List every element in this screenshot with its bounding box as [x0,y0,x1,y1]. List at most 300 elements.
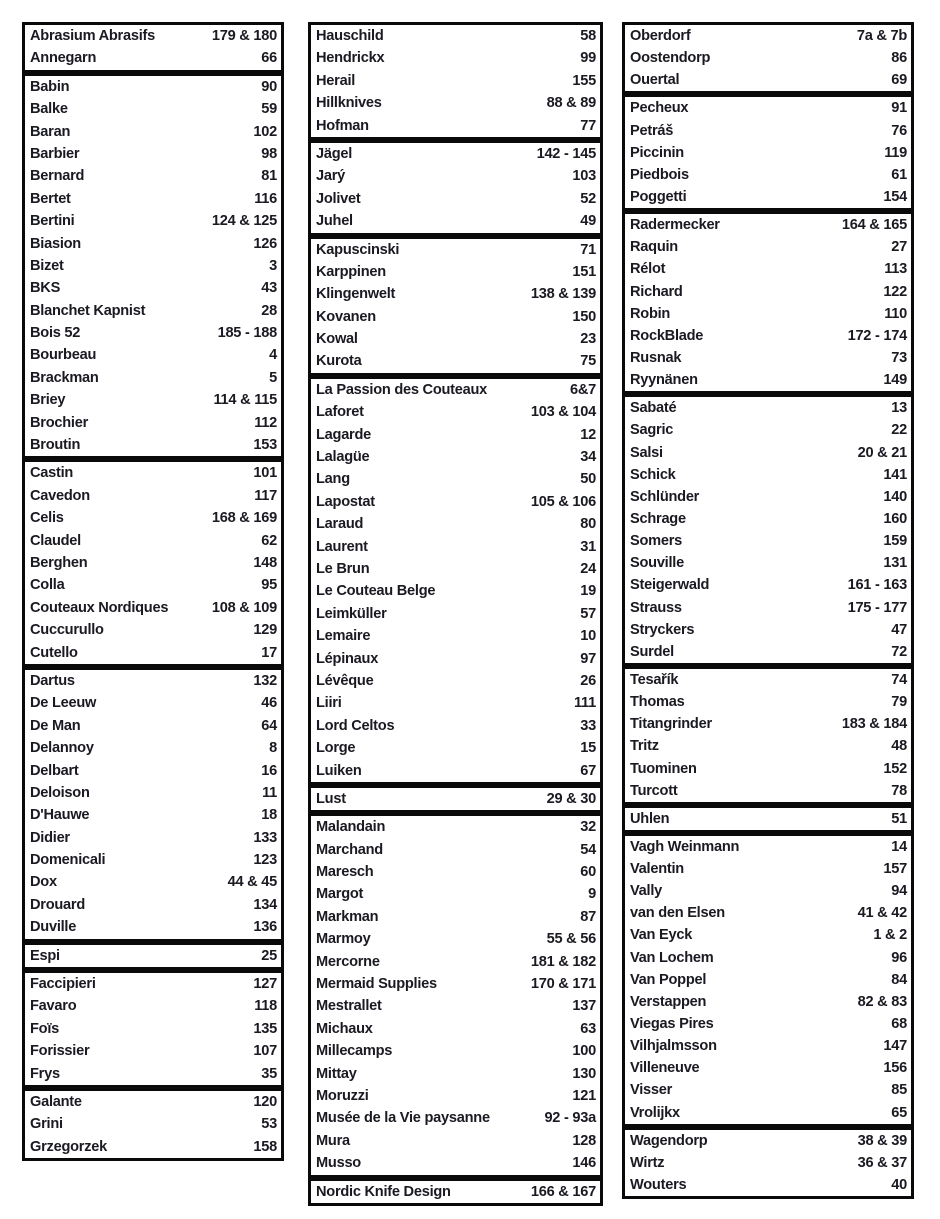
stand-number: 23 [580,331,596,348]
exhibitor-name: Wirtz [630,1154,665,1171]
exhibitor-row [625,1102,911,1124]
stand-number: 140 [883,488,907,505]
exhibitor-row [25,143,281,165]
exhibitor-row [311,446,600,468]
stand-number: 92 - 93a [544,1110,596,1127]
exhibitor-row [625,47,911,69]
letter-group [308,22,603,140]
exhibitor-name: Van Poppel [630,971,707,988]
stand-number: 49 [580,213,596,230]
stand-number: 47 [891,621,907,638]
exhibitor-row [25,1063,281,1085]
exhibitor-name: Lapostat [316,493,375,510]
stand-number: 25 [261,947,277,964]
exhibitor-name: Raquin [630,239,678,256]
exhibitor-name: Vrolijkx [630,1104,680,1121]
stand-number: 166 & 167 [530,1183,596,1200]
exhibitor-name: Klingenwelt [316,286,396,303]
exhibitor-row [25,804,281,826]
exhibitor-row [311,210,600,232]
exhibitor-row [25,76,281,98]
stand-number: 161 - 163 [847,577,907,594]
exhibitor-name: Turcott [630,782,678,799]
exhibitor-name: Couteaux Nordiques [30,599,169,616]
exhibitor-name: Forissier [30,1043,90,1060]
exhibitor-name: Galante [30,1093,82,1110]
letter-group [308,236,603,376]
stand-number: 148 [253,554,277,571]
stand-number: 33 [580,717,596,734]
exhibitor-name: Domenicali [30,852,106,869]
exhibitor-row [311,883,600,905]
letter-group [622,211,914,394]
exhibitor-row [25,1113,281,1135]
exhibitor-name: Dartus [30,672,75,689]
exhibitor-row [625,369,911,391]
exhibitor-name: Didier [30,829,70,846]
stand-number: 136 [253,919,277,936]
letter-group [622,666,914,805]
exhibitor-row [625,641,911,663]
exhibitor-row [625,236,911,258]
exhibitor-row [25,916,281,938]
stand-number: 51 [891,810,907,827]
stand-number: 78 [891,782,907,799]
exhibitor-name: Jägel [316,145,353,162]
stand-number: 170 & 171 [530,976,596,993]
exhibitor-row [625,691,911,713]
exhibitor-name: BKS [30,280,61,297]
exhibitor-row [625,325,911,347]
stand-number: 52 [580,190,596,207]
exhibitor-name: Espi [30,947,60,964]
stand-number: 20 & 21 [857,444,907,461]
stand-number: 132 [253,672,277,689]
stand-number: 13 [891,400,907,417]
exhibitor-name: Viegas Pires [630,1016,714,1033]
stand-number: 79 [891,694,907,711]
exhibitor-row [625,735,911,757]
exhibitor-name: Bourbeau [30,347,97,364]
stand-number: 63 [580,1020,596,1037]
exhibitor-name: Schrage [630,510,686,527]
exhibitor-row [625,947,911,969]
exhibitor-name: Radermecker [630,217,720,234]
letter-group [22,22,284,73]
stand-number: 131 [883,555,907,572]
exhibitor-name: Villeneuve [630,1060,700,1077]
stand-number: 118 [254,998,277,1015]
exhibitor-name: Colla [30,577,65,594]
stand-number: 58 [580,28,596,44]
exhibitor-row [311,648,600,670]
stand-number: 164 & 165 [841,217,907,234]
stand-number: 54 [580,841,596,858]
exhibitor-name: Maresch [316,864,374,881]
exhibitor-row [311,306,600,328]
stand-number: 5 [269,369,277,386]
stand-number: 156 [883,1060,907,1077]
exhibitor-row [311,1107,600,1129]
exhibitor-name: Balke [30,101,68,118]
stand-number: 29 & 30 [546,790,596,807]
stand-number: 90 [261,78,277,95]
exhibitor-row [311,760,600,782]
exhibitor-name: Lorge [316,740,356,757]
stand-number: 124 & 125 [211,213,277,230]
exhibitor-name: Marchand [316,841,383,858]
letter-group [622,1127,914,1199]
exhibitor-name: Robin [630,305,671,322]
exhibitor-name: Liiri [316,695,342,712]
letter-group [22,942,284,970]
stand-number: 44 & 45 [227,874,277,891]
stand-number: 97 [580,650,596,667]
exhibitor-name: Ouertal [630,72,680,89]
exhibitor-name: Pecheux [630,100,689,117]
letter-group [308,785,603,813]
exhibitor-name: Castin [30,465,74,482]
exhibitor-name: Schick [630,466,676,483]
stand-number: 175 - 177 [847,599,907,616]
stand-number: 142 - 145 [536,145,596,162]
exhibitor-row [311,973,600,995]
exhibitor-name: Grzegorzek [30,1138,107,1155]
exhibitor-row [625,120,911,142]
exhibitor-row [25,277,281,299]
stand-number: 50 [580,471,596,488]
stand-number: 40 [891,1177,907,1194]
exhibitor-row [25,188,281,210]
stand-number: 114 & 115 [213,392,277,409]
exhibitor-name: Mercorne [316,953,380,970]
exhibitor-row [25,670,281,692]
stand-number: 55 & 56 [546,931,596,948]
index-column [622,22,914,1199]
stand-number: 138 & 139 [530,286,596,303]
exhibitor-name: Bois 52 [30,325,81,342]
stand-number: 88 & 89 [546,95,596,112]
exhibitor-row [25,692,281,714]
stand-number: 26 [580,672,596,689]
exhibitor-name: Rusnak [630,349,682,366]
exhibitor-name: Tuominen [630,760,697,777]
exhibitor-name: Marmoy [316,931,371,948]
stand-number: 57 [580,605,596,622]
stand-number: 60 [580,864,596,881]
exhibitor-row [311,558,600,580]
exhibitor-name: Millecamps [316,1043,393,1060]
stand-number: 137 [572,998,596,1015]
exhibitor-row [25,300,281,322]
exhibitor-name: Verstappen [630,993,707,1010]
exhibitor-row [625,1130,911,1152]
stand-number: 111 [574,695,596,712]
stand-number: 181 & 182 [530,953,596,970]
exhibitor-row [311,737,600,759]
exhibitor-row [25,322,281,344]
stand-number: 32 [580,819,596,836]
exhibitor-row [25,782,281,804]
exhibitor-name: Grini [30,1116,63,1133]
stand-number: 81 [261,168,277,185]
stand-number: 133 [253,829,277,846]
letter-group [308,376,603,785]
exhibitor-name: Bertet [30,190,71,207]
exhibitor-row [625,281,911,303]
exhibitor-row [311,47,600,69]
letter-group [622,94,914,211]
stand-number: 1 & 2 [873,927,907,944]
exhibitor-row [25,715,281,737]
stand-number: 168 & 169 [211,510,277,527]
stand-number: 152 [883,760,907,777]
stand-number: 121 [572,1087,596,1104]
exhibitor-row [625,464,911,486]
exhibitor-row [625,1079,911,1101]
stand-number: 3 [269,257,277,274]
exhibitor-name: Rélot [630,261,666,278]
exhibitor-name: Somers [630,533,683,550]
stand-number: 11 [262,784,277,801]
exhibitor-row [311,401,600,423]
exhibitor-row [311,839,600,861]
exhibitor-row [311,468,600,490]
exhibitor-name: Lévêque [316,672,374,689]
stand-number: 94 [891,883,907,900]
letter-group [622,833,914,1127]
exhibitor-row [625,924,911,946]
exhibitor-name: Mittay [316,1065,357,1082]
exhibitor-row [311,861,600,883]
exhibitor-row [625,858,911,880]
exhibitor-row [25,871,281,893]
stand-number: 22 [891,422,907,439]
letter-group [22,667,284,942]
stand-number: 122 [883,283,907,300]
stand-number: 119 [884,144,907,161]
index-column [22,22,284,1161]
exhibitor-row [625,97,911,119]
exhibitor-row [625,619,911,641]
exhibitor-name: Hendrickx [316,50,385,67]
exhibitor-row [25,1136,281,1158]
stand-number: 24 [580,560,596,577]
exhibitor-name: Vally [630,883,663,900]
stand-number: 95 [261,577,277,594]
stand-number: 31 [580,538,596,555]
exhibitor-row [311,283,600,305]
exhibitor-row [625,214,911,236]
exhibitor-name: Wouters [630,1177,687,1194]
exhibitor-name: Blanchet Kapnist [30,302,146,319]
exhibitor-name: De Leeuw [30,695,97,712]
exhibitor-row [625,1013,911,1035]
exhibitor-name: Brochier [30,414,89,431]
exhibitor-row [625,486,911,508]
exhibitor-row [625,991,911,1013]
exhibitor-row [311,1152,600,1174]
exhibitor-name: Dox [30,874,57,891]
exhibitor-row [311,165,600,187]
exhibitor-name: Berghen [30,554,88,571]
stand-number: 61 [891,166,907,183]
exhibitor-name: Cavedon [30,487,90,504]
exhibitor-row [311,536,600,558]
exhibitor-row [25,574,281,596]
exhibitor-name: Oberdorf [630,28,691,44]
exhibitor-row [25,894,281,916]
exhibitor-row [311,424,600,446]
exhibitor-name: Kovanen [316,308,376,325]
stand-number: 66 [261,50,277,67]
exhibitor-row [25,849,281,871]
exhibitor-name: Kowal [316,331,358,348]
exhibitor-row [625,25,911,47]
stand-number: 41 & 42 [857,905,907,922]
stand-number: 103 & 104 [530,404,596,421]
stand-number: 113 [884,261,907,278]
stand-number: 146 [572,1155,596,1172]
exhibitor-row [311,670,600,692]
stand-number: 74 [891,671,907,688]
stand-number: 185 - 188 [217,325,277,342]
exhibitor-row [25,367,281,389]
exhibitor-name: Mestrallet [316,998,382,1015]
exhibitor-name: Titangrinder [630,716,712,733]
stand-number: 110 [884,305,907,322]
exhibitor-name: Sagric [630,422,674,439]
exhibitor-row [25,642,281,664]
letter-group [22,73,284,460]
exhibitor-row [25,760,281,782]
stand-number: 103 [572,168,596,185]
exhibitor-name: Broutin [30,437,81,454]
stand-number: 149 [883,372,907,389]
stand-number: 102 [253,123,277,140]
exhibitor-name: Annegarn [30,50,97,67]
exhibitor-row [25,485,281,507]
exhibitor-row [311,188,600,210]
exhibitor-row [25,210,281,232]
letter-group [308,140,603,236]
stand-number: 107 [253,1043,277,1060]
stand-number: 72 [891,643,907,660]
stand-number: 9 [588,886,596,903]
exhibitor-name: Ryynänen [630,372,698,389]
exhibitor-name: Laurent [316,538,368,555]
stand-number: 123 [253,852,277,869]
exhibitor-row [311,513,600,535]
exhibitor-name: Mermaid Supplies [316,976,437,993]
exhibitor-row [25,995,281,1017]
exhibitor-row [311,491,600,513]
exhibitor-name: Thomas [630,694,685,711]
exhibitor-name: Celis [30,510,64,527]
exhibitor-row [25,1040,281,1062]
exhibitor-name: Baran [30,123,71,140]
stand-number: 147 [883,1038,907,1055]
stand-number: 117 [254,487,277,504]
letter-group [308,813,603,1177]
exhibitor-name: Cutello [30,644,78,661]
exhibitor-row [311,951,600,973]
stand-number: 154 [883,188,907,205]
stand-number: 100 [572,1043,596,1060]
exhibitor-name: Valentin [630,861,684,878]
exhibitor-name: Stryckers [630,621,695,638]
letter-group [622,22,914,94]
stand-number: 64 [261,717,277,734]
exhibitor-name: Vilhjalmsson [630,1038,717,1055]
exhibitor-row [311,1181,600,1203]
exhibitor-row [625,164,911,186]
exhibitor-row [311,692,600,714]
stand-number: 116 [254,190,277,207]
exhibitor-name: Bertini [30,213,75,230]
stand-number: 18 [261,807,277,824]
exhibitor-row [25,619,281,641]
stand-number: 34 [580,449,596,466]
exhibitor-name: Cuccurullo [30,622,104,639]
stand-number: 73 [891,349,907,366]
exhibitor-row [25,945,281,967]
stand-number: 75 [580,353,596,370]
exhibitor-row [311,92,600,114]
exhibitor-name: Bernard [30,168,85,185]
index-column [308,22,603,1206]
exhibitor-name: Le Couteau Belge [316,583,436,600]
exhibitor-name: Steigerwald [630,577,710,594]
exhibitor-row [625,1057,911,1079]
exhibitor-row [25,255,281,277]
exhibitor-row [625,574,911,596]
stand-number: 19 [580,583,596,600]
stand-number: 8 [269,740,277,757]
stand-number: 84 [891,971,907,988]
exhibitor-name: Visser [630,1082,673,1099]
exhibitor-name: Uhlen [630,810,670,827]
stand-number: 98 [261,145,277,162]
exhibitor-row [311,350,600,372]
exhibitor-row [625,347,911,369]
exhibitor-name: Van Eyck [630,927,693,944]
stand-number: 62 [261,532,277,549]
exhibitor-row [311,1085,600,1107]
exhibitor-name: Oostendorp [630,50,711,67]
exhibitor-row [311,261,600,283]
exhibitor-name: Bizet [30,257,64,274]
exhibitor-name: Lord Celtos [316,717,395,734]
exhibitor-row [25,344,281,366]
exhibitor-name: Tritz [630,738,659,755]
exhibitor-row [625,69,911,91]
exhibitor-name: Richard [630,283,683,300]
exhibitor-row [311,995,600,1017]
letter-group [22,970,284,1088]
exhibitor-name: Michaux [316,1020,373,1037]
exhibitor-name: Hofman [316,117,369,134]
letter-group [308,1178,603,1206]
letter-group [22,1088,284,1161]
exhibitor-row [25,434,281,456]
exhibitor-row [311,580,600,602]
stand-number: 28 [261,302,277,319]
stand-number: 4 [269,347,277,364]
exhibitor-row [625,808,911,830]
stand-number: 126 [253,235,277,252]
stand-number: 35 [261,1065,277,1082]
